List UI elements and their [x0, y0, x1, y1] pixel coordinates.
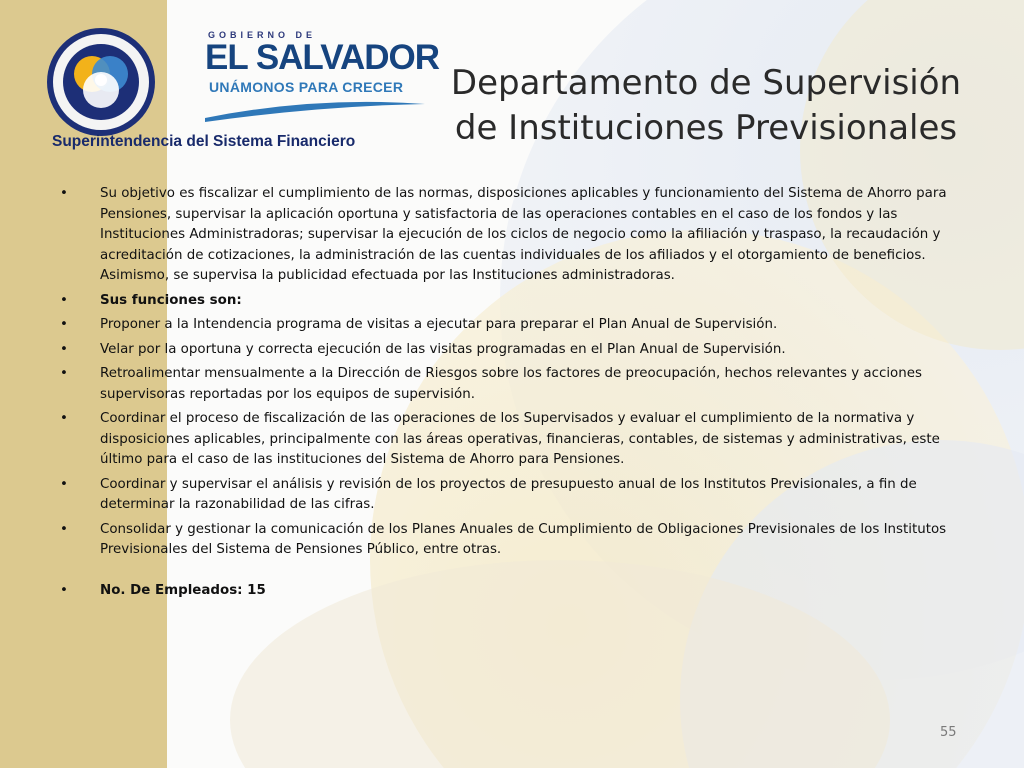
bullet-icon: •	[60, 476, 68, 492]
list-item: • Coordinar el proceso de fiscalización de las operaciones de los Supervisados y evaluar el cumplimiento de la normativa y disposiciones aplicables, principalmente con las áreas operativas, financieras, contables, de sistemas y administrativas, este último para el caso de las instituciones del Sistema de Ahorro para Pensiones.	[60, 411, 940, 467]
bullet-icon: •	[60, 582, 68, 598]
gobierno-de-label: GOBIERNO DE	[208, 30, 317, 40]
page-title	[450, 61, 962, 151]
employee-count-item: • No. De Empleados: 15	[60, 581, 970, 602]
list-item: • Consolidar y gestionar la comunicación de los Planes Anuales de Cumplimiento de Obligaciones Previsionales de los Institutos Previsionales del Sistema de Pensiones Público, entre otras.	[60, 521, 947, 557]
swoosh-icon	[200, 96, 430, 126]
page-number: 55	[940, 725, 957, 740]
bullet-icon: •	[60, 292, 68, 308]
list-item: • Velar por la oportuna y correcta ejecución de las visitas programadas en el Plan Anual de Supervisión.	[60, 340, 970, 361]
list-item: • Proponer a la Intendencia programa de visitas a ejecutar para preparar el Plan Anual de Supervisión.	[60, 315, 970, 336]
list-item: • Sus funciones son:	[60, 291, 970, 312]
institution-name: Superintendencia del Sistema Financiero	[52, 133, 356, 150]
list-item: • Retroalimentar mensualmente a la Dirección de Riesgos sobre los factores de preocupación, hechos relevantes y acciones supervisoras reportadas por los equipos de supervisión.	[60, 366, 922, 402]
bullet-icon: •	[60, 317, 68, 332]
bullet-icon: •	[60, 411, 68, 426]
list-item: • Coordinar y supervisar el análisis y revisión de los proyectos de presupuesto anual de los Institutos Previsionales, a fin de determinar la razonabilidad de las cifras.	[60, 476, 917, 512]
bullet-icon: •	[60, 366, 68, 381]
title-line-2: de Instituciones Previsionales	[454, 107, 958, 148]
bullet-icon: •	[60, 521, 68, 537]
title-line-1: Departamento de Supervisión	[450, 62, 962, 103]
bullet-icon: •	[60, 341, 68, 357]
header-logos	[0, 0, 440, 160]
el-salvador-logo-text: EL SALVADOR	[205, 38, 440, 77]
list-item: • Su objetivo es fiscalizar el cumplimiento de las normas, disposiciones aplicables y funcionamiento del Sistema de Ahorro para Pensiones, supervisar la aplicación oportuna y satisfactoria de las operaciones contables en el caso de los fondos y las Instituciones Administradoras; supervisar la ejecución de los ciclos de negocio como la afiliación y traspaso, la recaudación y acreditación de cotizaciones, la administración de las cuentas individuales de los afiliados y el otorgamiento de beneficios. Asimismo, se supervisa la publicidad efectuada por las Instituciones administradoras.	[60, 186, 947, 283]
slogan-text: UNÁMONOS PARA CRECER	[209, 79, 404, 95]
bullet-icon: •	[60, 186, 68, 201]
content-bullet-list	[60, 184, 970, 605]
